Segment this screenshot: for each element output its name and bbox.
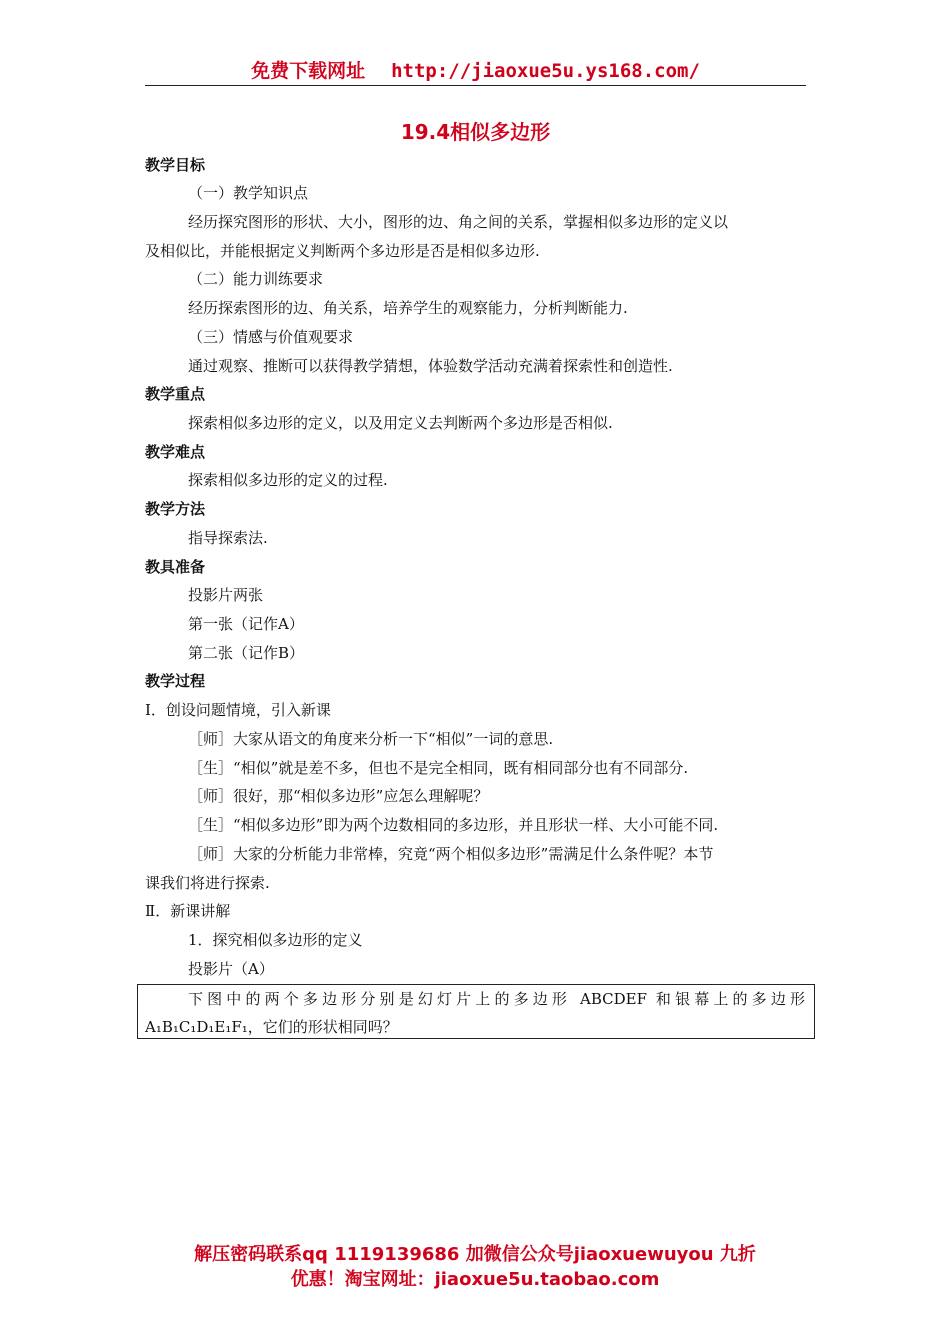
method-heading: 教学方法 <box>145 500 206 518</box>
projection-a-text-1: 下图中的两个多边形分别是幻灯片上的多边形 ABCDEF 和银幕上的多边形 <box>188 990 805 1008</box>
objectives-text-1a: 经历探究图形的形状、大小，图形的边、角之间的关系，掌握相似多边形的定义以 <box>188 213 729 231</box>
dialogue-line-3: ［师］很好，那“相似多边形”应怎么理解呢？ <box>188 787 489 805</box>
dialogue-line-5b: 课我们将进行探索. <box>145 874 270 892</box>
footer-line-2: 优惠！淘宝网址：jiaoxue5u.taobao.com <box>290 1269 660 1290</box>
method-text: 指导探索法. <box>188 529 268 547</box>
key-points-heading: 教学重点 <box>145 385 206 403</box>
difficulties-heading: 教学难点 <box>145 443 206 461</box>
page-header <box>145 56 806 83</box>
objectives-text-3: 通过观察、推断可以获得教学猜想，体验数学活动充满着探索性和创造性. <box>188 357 673 375</box>
process-point-1: 1．探究相似多边形的定义 <box>188 931 363 949</box>
process-section-2: Ⅱ．新课讲解 <box>145 902 231 920</box>
objectives-text-1b: 及相似比，并能根据定义判断两个多边形是否是相似多边形. <box>145 242 540 260</box>
dialogue-line-1: ［师］大家从语文的角度来分析一下“相似”一词的意思. <box>188 730 554 748</box>
process-heading: 教学过程 <box>145 672 206 690</box>
objectives-sub-3: （三）情感与价值观要求 <box>188 328 354 346</box>
header-url[interactable]: http://jiaoxue5u.ys168.com/ <box>391 60 700 82</box>
dialogue-line-2: ［生］“相似”就是差不多，但也不是完全相同，既有相同部分也有不同部分. <box>188 759 689 777</box>
header-label: 免费下载网址 <box>251 60 366 82</box>
key-points-text: 探索相似多边形的定义，以及用定义去判断两个多边形是否相似. <box>188 414 613 432</box>
tools-heading: 教具准备 <box>145 558 206 576</box>
objectives-heading: 教学目标 <box>145 156 206 174</box>
header-divider <box>145 85 806 86</box>
process-section-1: Ⅰ．创设问题情境，引入新课 <box>145 701 331 719</box>
tools-item-3: 第二张（记作B） <box>188 644 305 662</box>
projection-a-label: 投影片（A） <box>188 960 274 978</box>
footer-line-1: 解压密码联系qq 1119139686 加微信公众号jiaoxuewuyou 九折 <box>194 1244 756 1265</box>
dialogue-line-5a: ［师］大家的分析能力非常棒，究竟“两个相似多边形”需满足什么条件呢？本节 <box>188 845 714 863</box>
tools-item-2: 第一张（记作A） <box>188 615 304 633</box>
objectives-sub-2: （二）能力训练要求 <box>188 270 324 288</box>
document-title: 19.4相似多边形 <box>400 120 551 144</box>
tools-item-1: 投影片两张 <box>188 586 264 604</box>
projection-a-text-2: A₁B₁C₁D₁E₁F₁，它们的形状相同吗？ <box>145 1018 398 1036</box>
objectives-sub-1: （一）教学知识点 <box>188 184 309 202</box>
dialogue-line-4: ［生］“相似多边形”即为两个边数相同的多边形，并且形状一样、大小可能不同. <box>188 816 719 834</box>
objectives-text-2: 经历探索图形的边、角关系，培养学生的观察能力，分析判断能力. <box>188 299 628 317</box>
difficulties-text: 探索相似多边形的定义的过程. <box>188 471 388 489</box>
